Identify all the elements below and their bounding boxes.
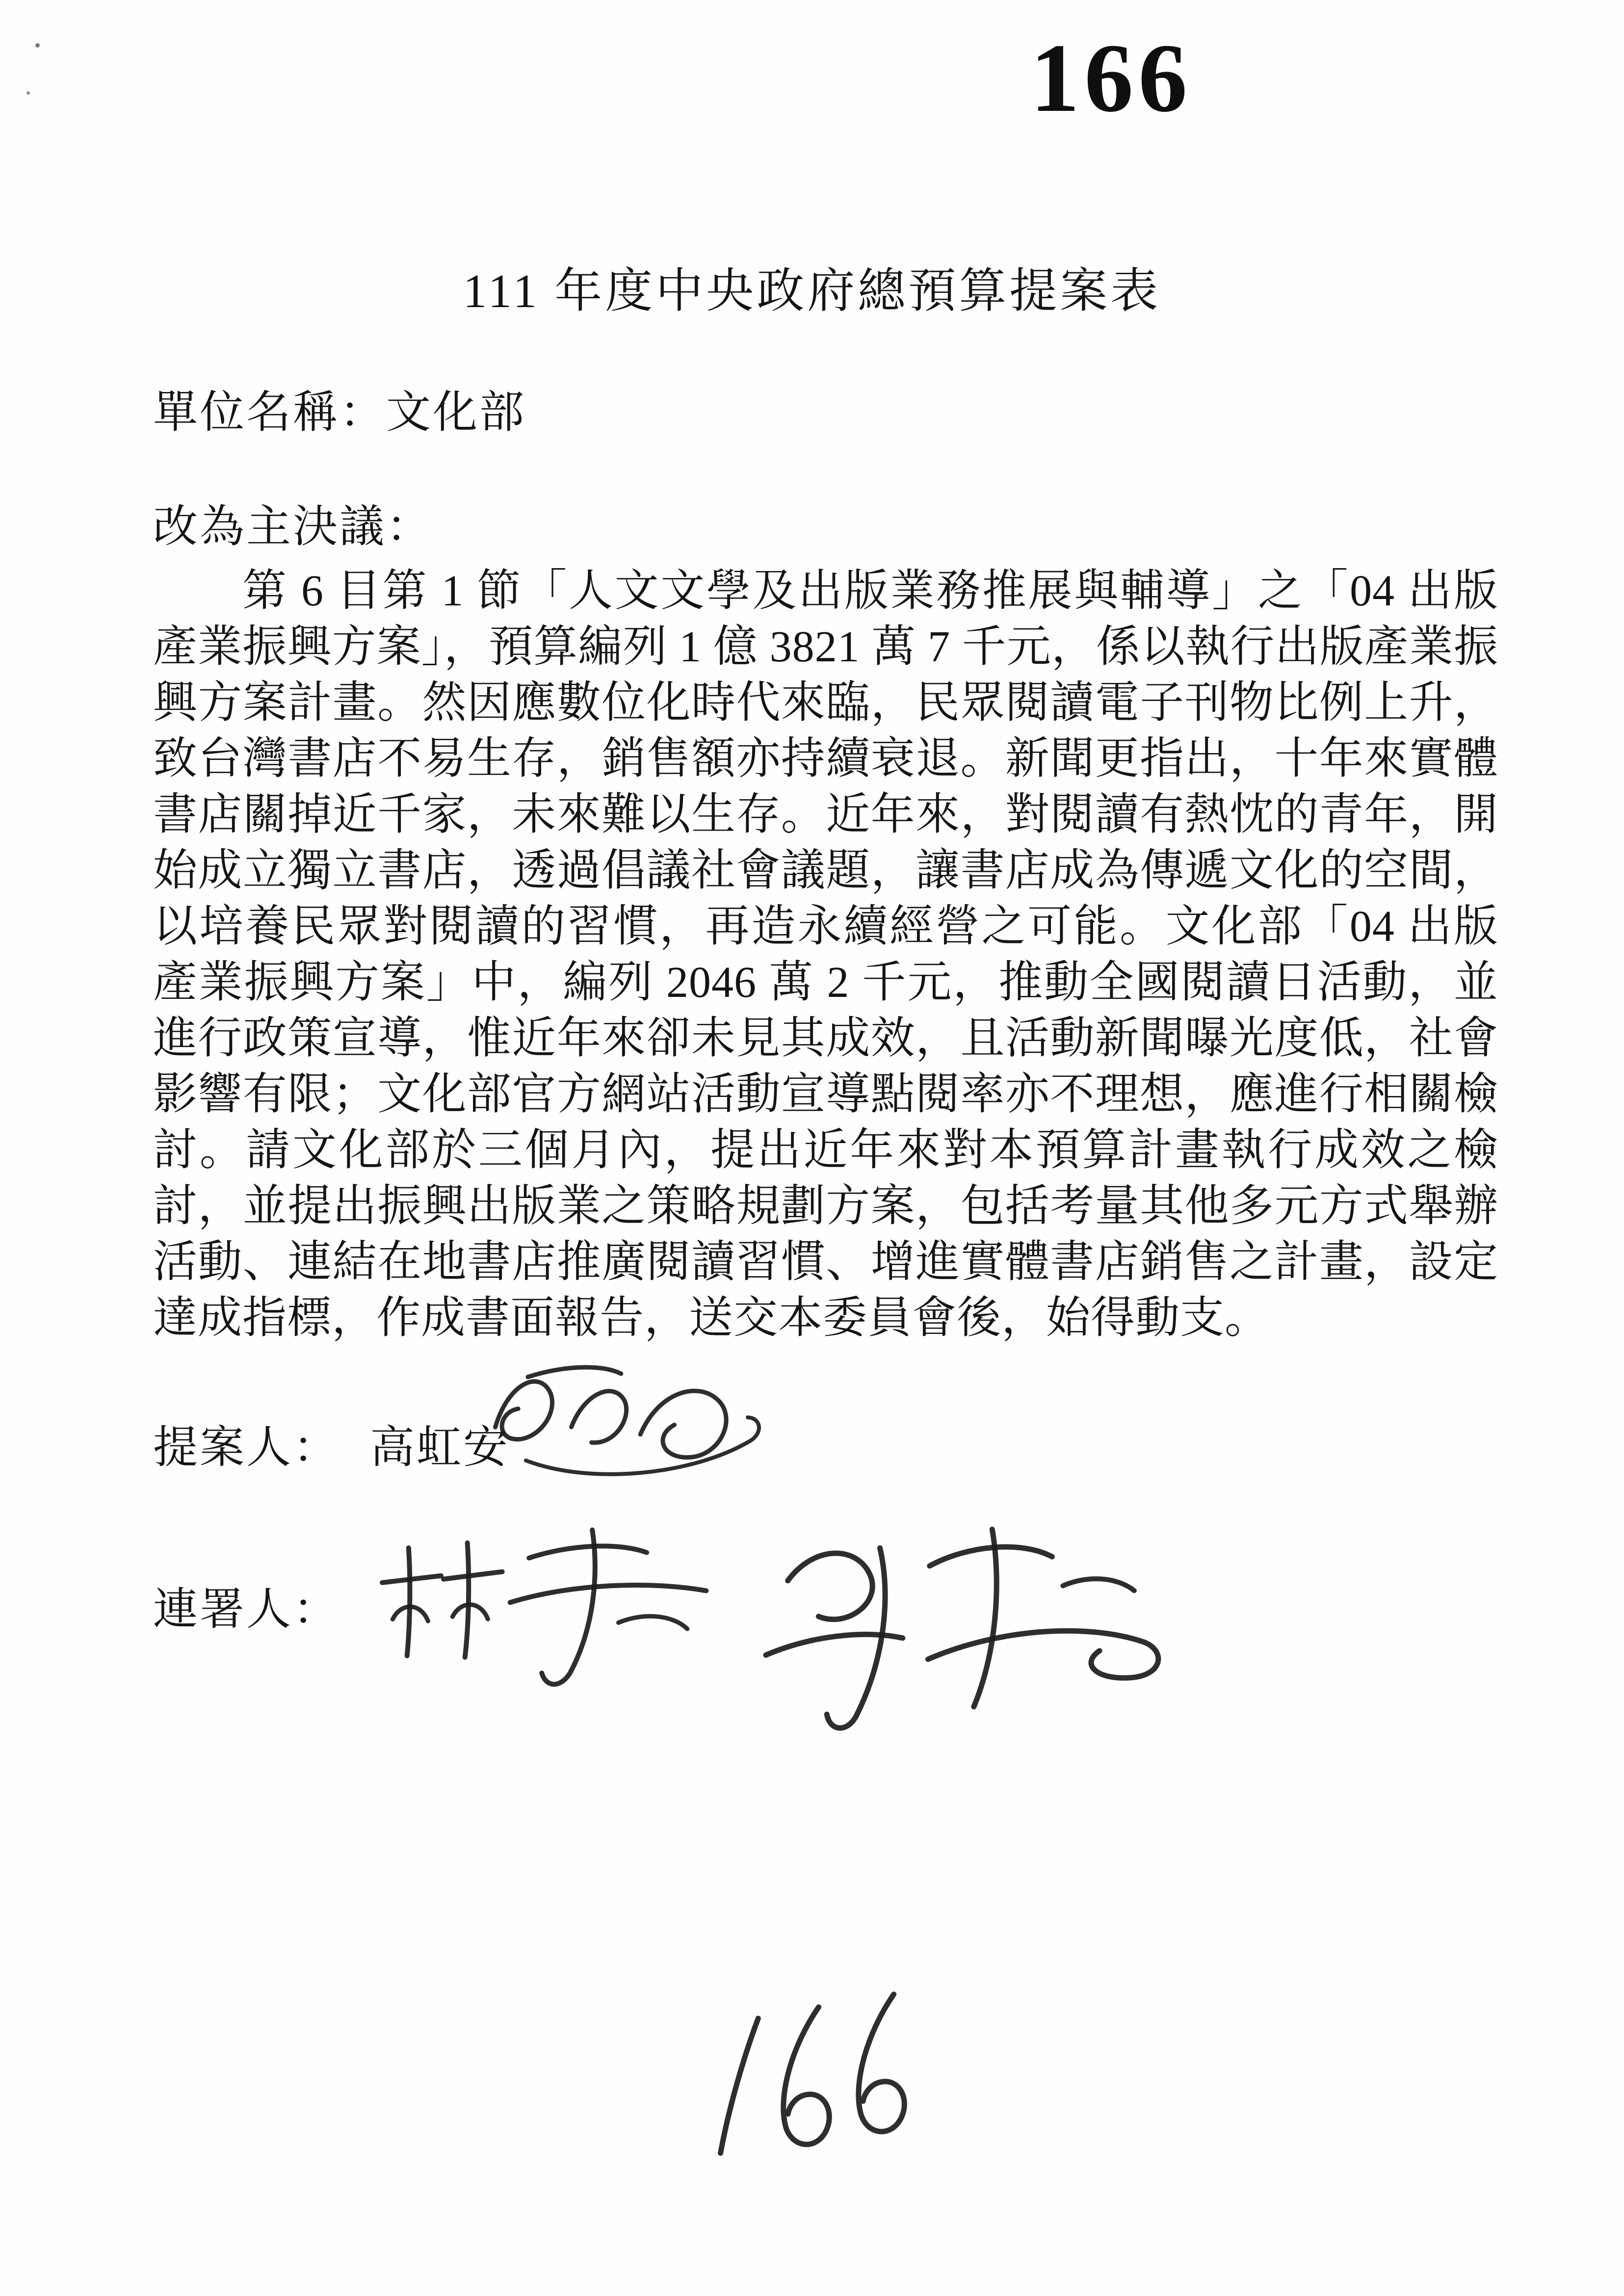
proposer-signature bbox=[458, 1339, 788, 1527]
document-title: 111 年度中央政府總預算提案表 bbox=[463, 265, 1161, 317]
proposer-name: 高虹安 bbox=[370, 1423, 510, 1472]
page-number: 166 bbox=[1030, 24, 1192, 132]
cosigner-signature-1 bbox=[362, 1508, 738, 1710]
cosigner-label: 連署人： bbox=[153, 1585, 340, 1634]
cosigner-row bbox=[153, 1587, 340, 1632]
resolution-heading: 改為主決議： bbox=[153, 502, 433, 551]
proposer-label: 提案人： bbox=[153, 1423, 340, 1472]
cosigner-signature-2 bbox=[717, 1493, 1197, 1784]
handwritten-page-number bbox=[654, 1983, 955, 2188]
proposer-row bbox=[153, 1425, 510, 1470]
scan-speck bbox=[26, 91, 30, 95]
unit-name-line: 單位名稱：文化部 bbox=[153, 388, 526, 437]
scan-speck bbox=[35, 43, 40, 48]
resolution-body: 第 6 目第 1 節「人文文學及出版業務推展與輔導」之「04 出版產業振興方案」，預算編列 1 億 3821 萬 7 千元，係以執行出版產業振興方案計畫。然因應數位化時代來臨，民眾閱讀電子刊物比例上升，致台灣書店不易生存，銷售額亦持續衰退。新聞更指出，十年來實體書店關掉近千家，未來難以生存。近年來，對閱讀有熱忱的青年，開始成立獨立書店，透過倡議社會議題，讓書店成為傳遞文化的空間，以培養民眾對閱讀的習慣，再造永續經營之可能。文化部「04 出版產業振興方案」中，編列 2046 萬 2 千元，推動全國閱讀日活動，並進行政策宣導，惟近年來卻未見其成效，且活動新聞曝光度低，社會影響有限；文化部官方網站活動宣導點閱率亦不理想，應進行相關檢討。請文化部於三個月內，提出近年來對本預算計畫執行成效之檢討，並提出振興出版業之策略規劃方案，包括考量其他多元方式舉辦活動、連結在地書店推廣閱讀習慣、增進實體書店銷售之計畫，設定達成指標，作成書面報告，送交本委員會後，始得動支。 bbox=[153, 567, 1498, 1342]
